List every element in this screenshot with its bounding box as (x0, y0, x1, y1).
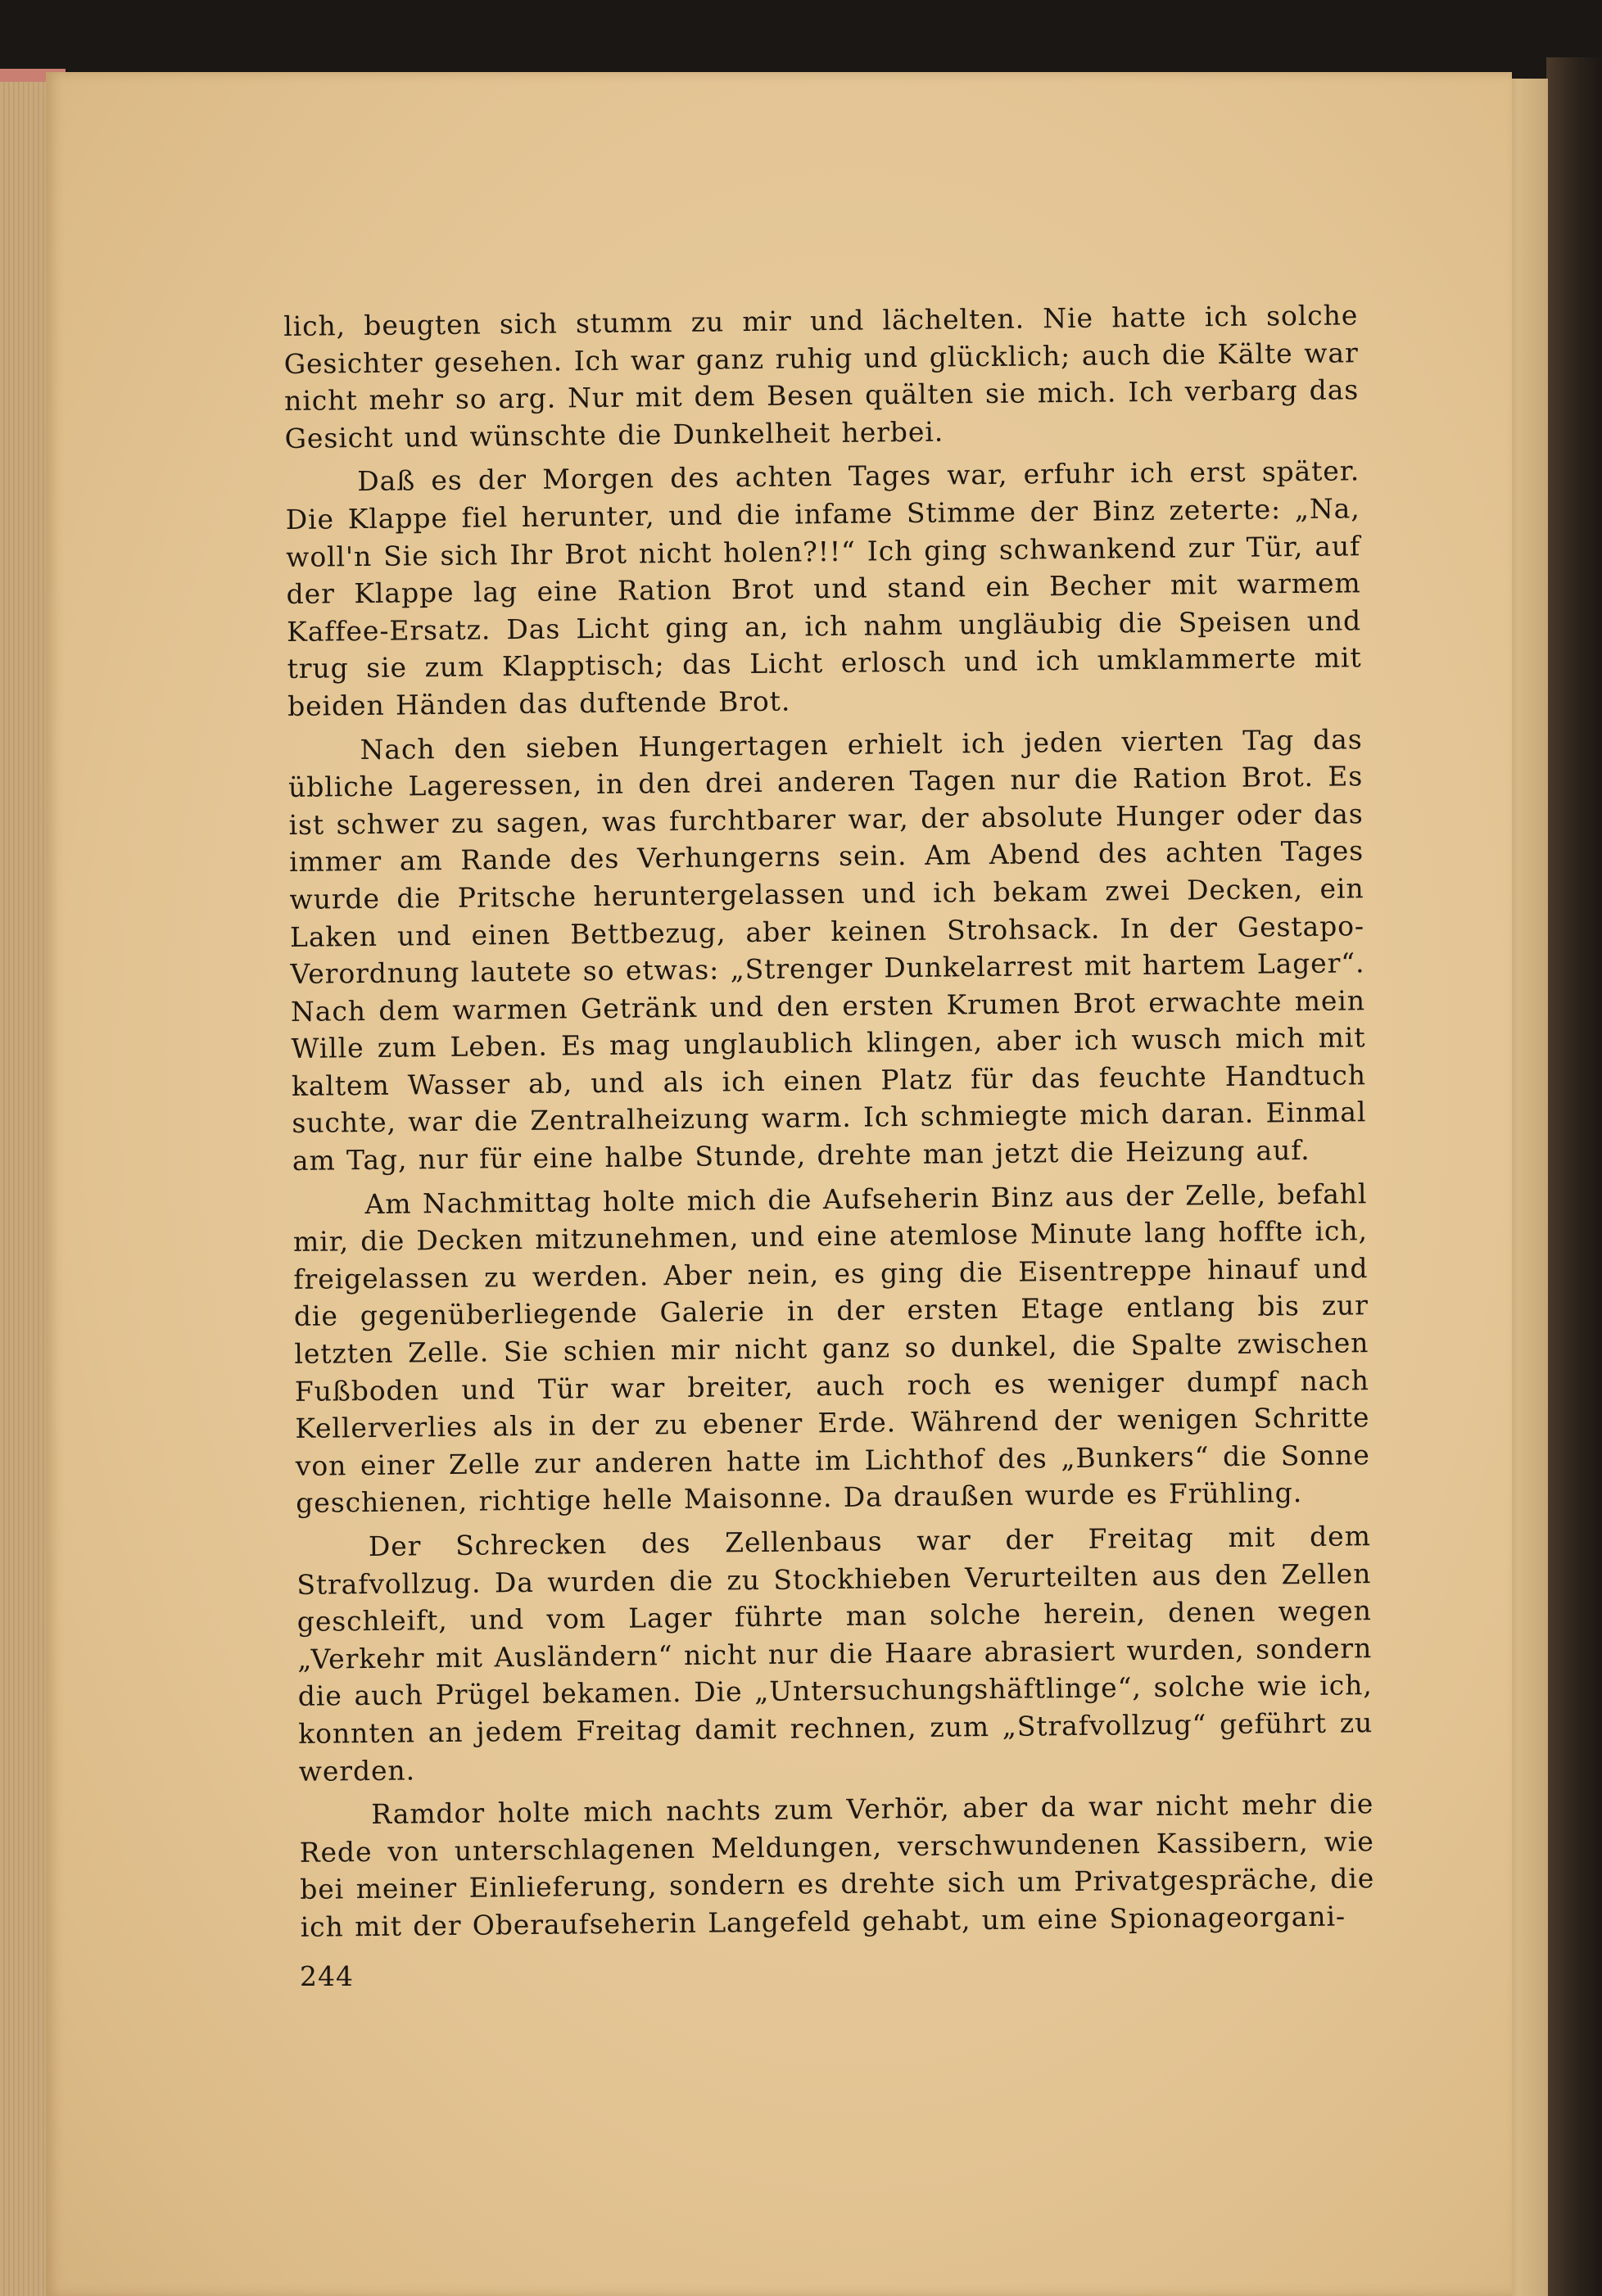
body-text (283, 296, 1375, 1952)
book-cover-edge (1546, 57, 1602, 2296)
paragraph-2: Daß es der Morgen des achten Tages war, erfuhr ich erst später. Die Klappe fiel herunter, und die infame Stimme der Binz zeterte: „Na, woll'n Sie sich Ihr Brot nicht holen?!!“ Ich ging schwankend zur Tür, auf der Klappe lag eine Ration Brot und stand ein Becher mit warmem Kaffee-Ersatz. Das Licht ging an, ich nahm ungläubig die Speisen und trug sie zum Klapptisch; das Licht erlosch und ich umklammerte mit beiden Händen das duftende Brot. (285, 454, 1362, 722)
paragraph-6: Ramdor holte mich nachts zum Verhör, aber da war nicht mehr die Rede von unterschlagenen Meldungen, verschwundenen Kassibern, wie bei meiner Einlieferung, sondern es drehte sich um Privatgespräche, die ich mit der Oberaufseherin Langefeld gehabt, um eine Spionageorgani- (299, 1788, 1375, 1943)
paragraph-4: Am Nachmittag holte mich die Aufseherin Binz aus der Zelle, befahl mir, die Decken mitzunehmen, und eine atemlose Minute lang hoffte ich, freigelassen zu werden. Aber nein, es ging die Eisentreppe hinauf und die gegenüberliegende Galerie in der ersten Etage entlang bis zur letzten Zelle. Sie schien mir nicht ganz so dunkel, die Spalte zwischen Fußboden und Tür war breiter, auch roch es weniger dumpf nach Kellerverlies als in der zu ebener Erde. Während der wenigen Schritte von einer Zelle zur anderen hatte im Lichthof des „Bunkers“ die Sonne geschienen, richtige helle Maisonne. Da draußen wurde es Frühling. (292, 1177, 1370, 1520)
paragraph-1: lich, beugten sich stumm zu mir und lächelten. Nie hatte ich solche Gesichter gesehen. Ich war ganz ruhig und glücklich; auch die Kälte war nicht mehr so arg. Nur mit dem Besen quälten sie mich. Ich verbarg das Gesicht und wünschte die Dunkelheit herbei. (283, 299, 1360, 454)
paragraph-5: Der Schrecken des Zellenbaus war der Freitag mit dem Strafvollzug. Da wurden die zu Stockhieben Verurteilten aus den Zellen geschleift, und vom Lager führte man solche herein, denen wegen „Verkehr mit Ausländern“ nicht nur die Haare abrasiert wurden, sondern die auch Prügel bekamen. Die „Untersuchungshäftlinge“, solche wie ich, konnten an jedem Freitag damit rechnen, zum „Strafvollzug“ geführt zu werden. (296, 1520, 1373, 1788)
paragraph-3: Nach den sieben Hungertagen erhielt ich jeden vierten Tag das übliche Lageressen, in den drei anderen Tagen nur die Ration Brot. Es ist schwer zu sagen, was furchtbarer war, der absolute Hunger oder das immer am Rande des Verhungerns sein. Am Abend des achten Tages wurde die Pritsche heruntergelassen und ich bekam zwei Decken, ein Laken und einen Bettbezug, aber keinen Strohsack. In der Gestapo-Verordnung lautete so etwas: „Strenger Dunkelarrest mit hartem Lager“. Nach dem warmen Getränk und den ersten Krumen Brot erwachte mein Wille zum Leben. Es mag unglaublich klingen, aber ich wusch mich mit kaltem Wasser ab, und als ich einen Platz für das feuchte Handtuch suchte, war die Zentralheizung warm. Ich schmiegte mich daran. Einmal am Tag, nur für eine halbe Stunde, drehte man jetzt die Heizung auf. (287, 722, 1367, 1177)
page-number: 244 (300, 1960, 354, 1992)
